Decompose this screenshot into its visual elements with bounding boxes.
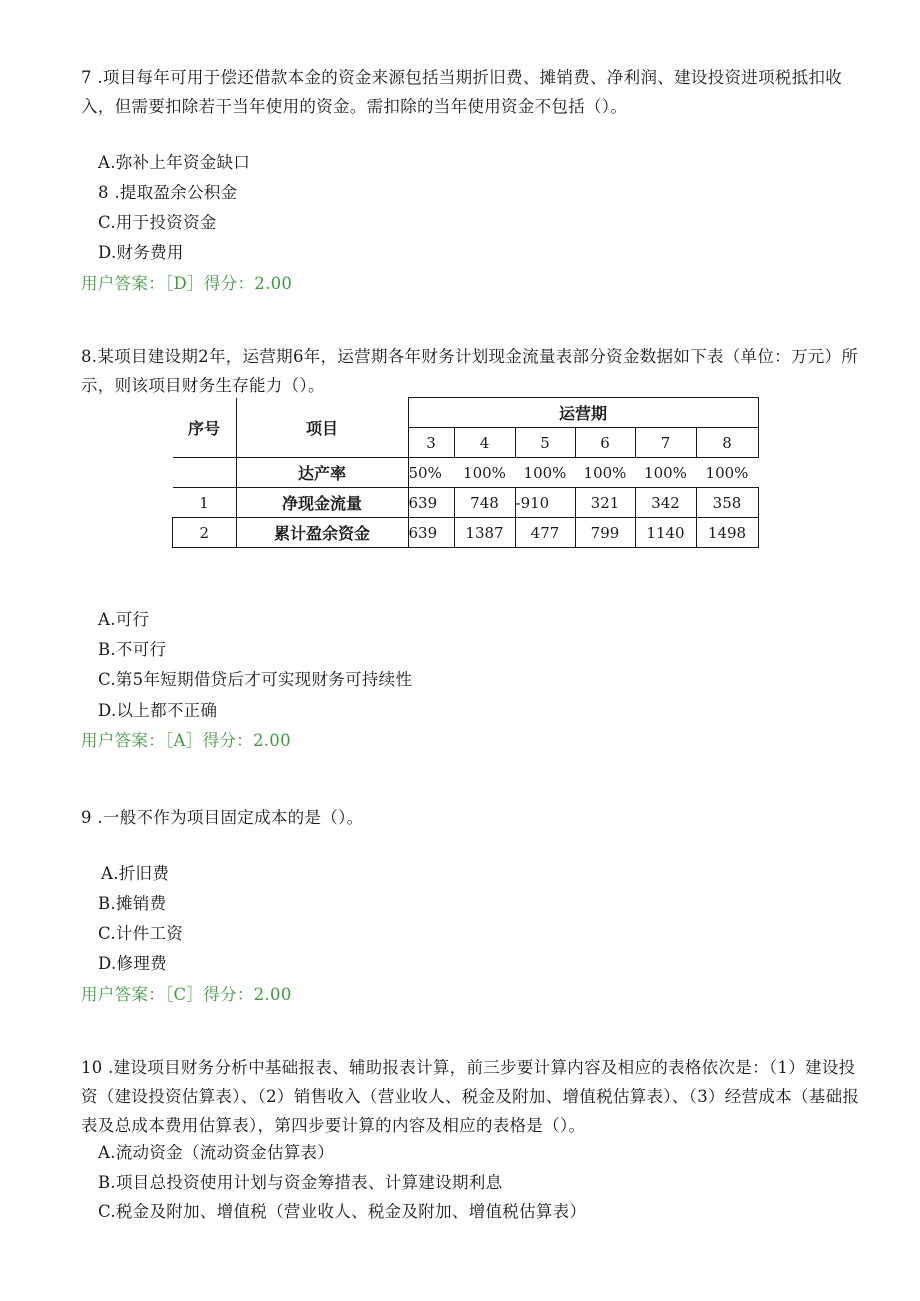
value-cell: 799 — [575, 518, 635, 548]
table-row — [173, 458, 759, 488]
table-header-row — [173, 398, 759, 428]
q8-user-answer: 用户答案：［A］得分：2.00 — [81, 731, 291, 750]
q10-option-b: B.项目总投资使用计划与资金筹措表、计算建设期利息 — [98, 1173, 503, 1192]
question-8-text: 8.某项目建设期2年，运营期6年，运营期各年财务计划现金流量表部分资金数据如下表（单位：万元）所示，则该项目财务生存能力（）。 — [81, 347, 859, 395]
row-seq: 1 — [173, 488, 237, 518]
q8-option-d: D.以上都不正确 — [98, 701, 218, 720]
value-cell: 477 — [515, 518, 575, 548]
q9-option-c: C.计件工资 — [98, 924, 184, 943]
q10-option-c: C.税金及附加、增值税（营业收人、税金及附加、增值税估算表） — [98, 1202, 587, 1221]
value-cell: 1387 — [454, 518, 515, 548]
value-cell: 639 — [408, 518, 454, 548]
row-item: 累计盈余资金 — [236, 518, 408, 548]
q9-option-a: A.折旧费 — [101, 864, 170, 883]
table-row — [173, 518, 759, 548]
q9-option-d: D.修理费 — [98, 954, 167, 973]
header-period: 运营期 — [408, 398, 758, 428]
value-cell: 100% — [635, 458, 696, 488]
table-row — [173, 488, 759, 518]
row-item: 净现金流量 — [236, 488, 408, 518]
q7-option-a: A.弥补上年资金缺口 — [98, 153, 251, 172]
year-cell: 4 — [454, 428, 515, 458]
value-cell: 100% — [696, 458, 758, 488]
row-seq: 2 — [173, 518, 237, 548]
year-cell: 8 — [696, 428, 758, 458]
value-cell: 100% — [454, 458, 515, 488]
header-seq: 序号 — [173, 398, 237, 458]
year-cell: 5 — [515, 428, 575, 458]
year-cell: 6 — [575, 428, 635, 458]
year-cell: 3 — [408, 428, 454, 458]
q7-user-answer: 用户答案：［D］得分：2.00 — [81, 274, 293, 293]
value-cell: 100% — [575, 458, 635, 488]
cash-flow-table — [172, 397, 759, 548]
row-seq — [173, 458, 237, 488]
q10-option-a: A.流动资金（流动资金估算表） — [98, 1143, 335, 1162]
q9-option-b: B.摊销费 — [98, 894, 167, 913]
value-cell: -910 — [515, 488, 575, 518]
question-10-text: 10 .建设项目财务分析中基础报表、辅助报表计算，前三步要计算内容及相应的表格依次是：（1）建设投资（建设投资估算表）、（2）销售收入（营业收人、税金及附加、增值税估算表）、（3）经营成本（基础报表及总成本费用估算表），第四步要计算的内容及相应的表格是（）。 — [81, 1058, 860, 1135]
question-9-text: 9 .一般不作为项目固定成本的是（）。 — [81, 808, 364, 827]
header-item: 项目 — [236, 398, 408, 458]
value-cell: 358 — [696, 488, 758, 518]
q9-user-answer: 用户答案：［C］得分：2.00 — [81, 985, 292, 1004]
value-cell: 321 — [575, 488, 635, 518]
row-item: 达产率 — [236, 458, 408, 488]
q8-option-a: A.可行 — [98, 610, 150, 629]
value-cell: 100% — [515, 458, 575, 488]
q8-option-b: B.不可行 — [98, 640, 167, 659]
value-cell: 1140 — [635, 518, 696, 548]
question-7-text: 7 .项目每年可用于偿还借款本金的资金来源包括当期折旧费、摊销费、净利润、建设投资进项税抵扣收入，但需要扣除若干当年使用的资金。需扣除的当年使用资金不包括（）。 — [81, 68, 843, 116]
value-cell: 748 — [454, 488, 515, 518]
year-cell: 7 — [635, 428, 696, 458]
value-cell: 639 — [408, 488, 454, 518]
q8-option-c: C.第5年短期借贷后才可实现财务可持续性 — [98, 670, 413, 689]
value-cell: 1498 — [696, 518, 758, 548]
q7-option-d: D.财务费用 — [98, 243, 184, 262]
value-cell: 342 — [635, 488, 696, 518]
q7-option-b: 8 .提取盈余公积金 — [98, 183, 238, 202]
value-cell: 50% — [408, 458, 454, 488]
q7-option-c: C.用于投资资金 — [98, 213, 217, 232]
